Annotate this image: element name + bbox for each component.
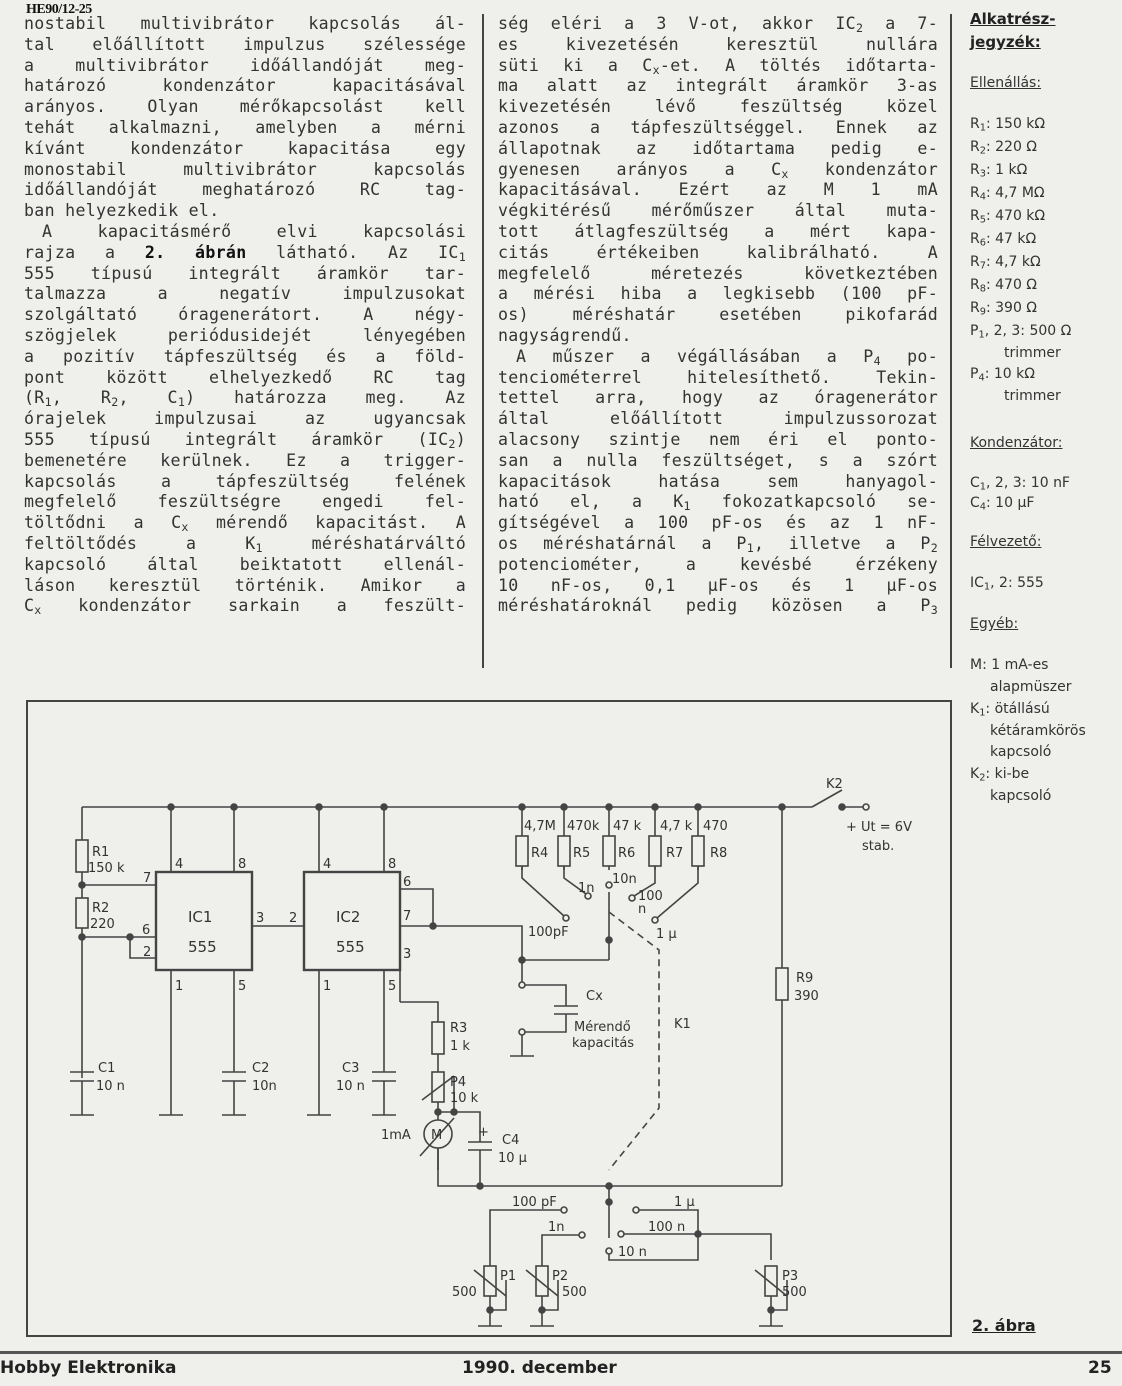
label-cx-note-1: Mérendő (574, 1020, 631, 1035)
pin-label: 1 (323, 979, 332, 994)
label-switch-10n: 10n (612, 872, 637, 887)
text-line: kapacitásával. Ezért az M 1 mA (498, 180, 938, 200)
pin-label: 5 (238, 979, 247, 994)
part-item-continuation: alapmüszer (990, 679, 1072, 695)
pin-label: 5 (388, 979, 397, 994)
label-r3: R3 (450, 1021, 468, 1036)
text-line: 555 típusú integrált áramkör tar- (24, 263, 466, 283)
part-item: M: 1 mA-es (970, 657, 1049, 673)
part-item: $C_1$, 2, 3: 10 nF (970, 475, 1070, 493)
resistor-list (970, 113, 1120, 320)
pin-label: 3 (256, 911, 265, 926)
footer-rule (0, 1351, 1122, 1354)
label-r8-value: 470 (703, 819, 728, 834)
part-item: $C_4$: 10 µF (970, 495, 1035, 513)
label-r4-value: 4,7M (524, 819, 556, 834)
junction (231, 804, 237, 810)
parts-list (970, 8, 1120, 807)
label-c4: C4 (502, 1133, 520, 1148)
label-r7-value: 4,7 k (660, 819, 693, 834)
text-line: tehát alkalmazni, amelyben a mérni (24, 117, 466, 137)
text-line: pont között elhelyezkedő RC tag (24, 367, 466, 387)
text-line: feltöltődés a $K_1$ méréshatárváltó (24, 533, 466, 555)
text-line: citás értékeiben kalibrálható. A (498, 242, 938, 262)
supply-terminal (863, 804, 869, 810)
semiconductors-header: Félvezető: (970, 534, 1042, 550)
junction (168, 804, 174, 810)
label-c4-polarity: + (478, 1125, 489, 1140)
switch-contact (561, 1207, 567, 1213)
label-lsw-100p: 100 pF (512, 1195, 557, 1210)
text-line: gyenesen arányos a $C_x$ kondenzátor (498, 159, 939, 181)
column-divider (482, 14, 484, 668)
label-cx: Cx (586, 989, 603, 1004)
label-r3-value: 1 k (450, 1039, 470, 1054)
label-r1-value: 150 k (88, 861, 125, 876)
part-item: $R_5$: 470 kΩ (970, 208, 1046, 226)
circuit-schematic (26, 700, 952, 1337)
text-line: kapcsoló által beiktatott ellenál- (24, 554, 466, 574)
junction (779, 804, 785, 810)
label-lsw-100n: 100 n (648, 1220, 686, 1235)
label-c1-value: 10 n (96, 1079, 125, 1094)
parts-list-title: Alkatrész- (970, 10, 1056, 28)
text-line: töltődni a $C_x$ mérendő kapacitást. A (24, 513, 467, 535)
text-line: alacsony szintje nem éri el ponto- (498, 429, 938, 449)
wire (400, 926, 522, 960)
part-item: $K_1$: ötállású (970, 701, 1050, 719)
label-r6: R6 (618, 846, 636, 861)
pin-label: 6 (142, 923, 151, 938)
text-line: 10 nF-os, 0,1 µF-os és 1 µF-os (498, 575, 938, 595)
text-line: határozó kondenzátor kapacitásával (24, 76, 466, 96)
text-line: gítségével a 100 pF-os és az 1 nF- (498, 513, 938, 533)
footer-page-number: 25 (1088, 1358, 1112, 1378)
trimmers-p1-p2-p3 (474, 1266, 787, 1326)
part-item: $R_1$: 150 kΩ (970, 116, 1046, 134)
part-item: $R_9$: 390 Ω (970, 300, 1038, 318)
text-line: láson keresztül történik. Amikor a (24, 575, 466, 595)
text-line: nagyságrendű. (498, 325, 632, 345)
label-p2: P2 (552, 1269, 569, 1284)
pin-label: 7 (143, 871, 152, 886)
wire (438, 1148, 782, 1186)
text-line: monostabil multivibrátor kapcsolás (24, 159, 466, 179)
trimmer-note: trimmer (1004, 345, 1061, 361)
label-k1: K1 (674, 1017, 691, 1032)
label-p2-value: 500 (562, 1285, 587, 1300)
label-ic1-type: 555 (188, 938, 217, 956)
resistor-r2 (76, 898, 88, 928)
pin-label: 8 (388, 857, 397, 872)
resistor-r3 (432, 1022, 444, 1054)
text-line: A kapacitásmérő elvi kapcsolási (42, 221, 466, 241)
wire (542, 1235, 579, 1266)
part-item-continuation: kétáramkörös (990, 723, 1086, 739)
label-r5: R5 (573, 846, 591, 861)
capacitors-header: Kondenzátor: (970, 435, 1063, 451)
wire (490, 1210, 561, 1266)
label-c3-value: 10 n (336, 1079, 365, 1094)
label-c3: C3 (342, 1061, 360, 1076)
capacitor-list (970, 473, 1120, 513)
pin-label: 2 (143, 945, 152, 960)
label-c2: C2 (252, 1061, 270, 1076)
label-ic1: IC1 (188, 908, 213, 926)
text-line: os méréshatárnál a $P_1$, illetve a $P_2$ (498, 533, 938, 555)
label-r6-value: 47 k (613, 819, 642, 834)
label-r9: R9 (796, 971, 814, 986)
label-r2: R2 (92, 901, 110, 916)
footer-issue-date: 1990. december (462, 1358, 617, 1378)
junction (695, 1231, 701, 1237)
switch-contact (633, 1207, 639, 1213)
semiconductor-list (970, 572, 1120, 595)
label-lsw-1n: 1n (548, 1220, 565, 1235)
text-line: a multivibrátor időállandóját meg- (24, 55, 466, 75)
label-r5-value: 470k (567, 819, 600, 834)
text-line: időállandóját meghatározó RC tag- (24, 180, 466, 200)
text-line: san a nulla feszültséget, s a szórt (498, 450, 938, 470)
text-line: azonos a tápfeszültséggel. Ennek az (498, 117, 938, 137)
text-line: állapotnak az időtartama pedig e- (498, 138, 938, 158)
part-item: $R_3$: 1 kΩ (970, 162, 1028, 180)
text-line: rajza a 2. ábrán látható. Az $IC_1$ (24, 242, 466, 264)
text-line: bemenetére kerülnek. Ez a trigger- (24, 450, 466, 470)
text-column-1 (24, 14, 466, 617)
footer-magazine-name: Hobby Elektronika (0, 1358, 177, 1378)
trimmer-p4: $P_4$: 10 kΩ (970, 366, 1035, 384)
figure-caption: 2. ábra (972, 1316, 1036, 1335)
pin-label: 7 (403, 909, 412, 924)
label-ic2: IC2 (336, 908, 361, 926)
text-column-2 (498, 14, 938, 617)
part-item: $R_8$: 470 Ω (970, 277, 1038, 295)
junction (606, 1199, 612, 1205)
resistors-header: Ellenállás: (970, 75, 1042, 91)
text-line: ség eléri a 3 V-ot, akkor $IC_2$ a 7- (498, 14, 938, 35)
part-item: $R_4$: 4,7 MΩ (970, 185, 1045, 203)
part-item: $R_7$: 4,7 kΩ (970, 254, 1041, 272)
label-p1: P1 (500, 1269, 517, 1284)
label-switch-100n-unit: n (638, 902, 647, 917)
text-line: méréshatároknál pedig közösen a $P_3$ (498, 596, 938, 618)
junction (381, 804, 387, 810)
label-r8: R8 (710, 846, 728, 861)
label-p4: P4 (450, 1075, 467, 1090)
label-switch-100n: 100 (638, 889, 663, 904)
label-switch-1u: 1 µ (656, 927, 677, 942)
label-c2-value: 10n (252, 1079, 277, 1094)
text-line: tenciométerrel hitelesíthető. Tekin- (498, 367, 938, 387)
resistor-r9 (776, 968, 788, 1000)
part-item: $R_6$: 47 kΩ (970, 231, 1037, 249)
text-line: megfelelő méretezés következtében (498, 263, 938, 283)
text-line: kivezetésén lévő feszültség közel (498, 97, 938, 117)
label-r2-value: 220 (90, 917, 115, 932)
label-ic2-type: 555 (336, 938, 365, 956)
junction (316, 804, 322, 810)
label-k2: K2 (826, 777, 843, 792)
pin-label: 4 (323, 857, 332, 872)
text-line: $C_x$ kondenzátor sarkain a feszült- (24, 596, 466, 618)
page-id: HE90/12-25 (26, 2, 92, 17)
k2-contact (839, 804, 845, 810)
text-line: ban helyezkedik el. (24, 201, 220, 221)
pin-label: 4 (175, 857, 184, 872)
text-line: kívánt kondenzátor kapacitása egy (24, 138, 466, 158)
cx-terminal (519, 1029, 525, 1035)
text-line: tott átlagfeszültség a mért kapa- (498, 221, 938, 241)
text-line: kapacitások hatása sem hanyagol- (498, 471, 938, 491)
switch-contact (606, 1248, 612, 1254)
resistor-r1 (76, 840, 88, 872)
text-line: talmazza a negatív impulzusokat (24, 284, 466, 304)
label-meter-value: 1mA (381, 1128, 411, 1143)
label-p1-value: 500 (452, 1285, 477, 1300)
trimmer-p123: $P_1$, 2, 3: 500 Ω (970, 323, 1072, 341)
k2-switch-lever (812, 790, 842, 807)
part-item: $IC_1$, 2: 555 (970, 575, 1044, 593)
text-line: ható el, a $K_1$ fokozatkapcsoló se- (498, 492, 938, 514)
part-item: $K_2$: ki-be (970, 766, 1030, 784)
label-r4: R4 (531, 846, 549, 861)
text-line: megfelelő feszültségre engedi fel- (24, 492, 466, 512)
text-line: potenciométer, a kevésbé érzékeny (498, 554, 938, 574)
other-list (970, 654, 1120, 807)
text-line: órajelek impulzusai az ugyancsak (24, 409, 466, 429)
text-line: által előállított impulzussorozat (498, 409, 938, 429)
label-meter: M (431, 1128, 443, 1143)
text-line: 555 típusú integrált áramkör $(IC_2)$ (24, 429, 466, 451)
text-line: arányos. Olyan mérőkapcsolást kell (24, 97, 466, 117)
parts-list-title: jegyzék: (970, 33, 1041, 51)
cx-terminal (519, 982, 525, 988)
label-r1: R1 (92, 845, 110, 860)
pin-label: 1 (175, 979, 184, 994)
column-divider (950, 14, 952, 668)
pin-label: 8 (238, 857, 247, 872)
part-item-continuation: kapcsoló (990, 788, 1052, 804)
label-p4-value: 10 k (450, 1091, 479, 1106)
label-supply-note: stab. (862, 839, 895, 854)
label-cx-note-2: kapacitás (572, 1036, 635, 1051)
wire (525, 985, 566, 1006)
text-line: kapcsolás a tápfeszültség felének (24, 471, 466, 491)
junction (606, 937, 612, 943)
label-c4-value: 10 µ (498, 1151, 527, 1166)
label-supply: + Ut = 6V (846, 820, 912, 835)
pin-label: 6 (403, 875, 412, 890)
trimmer-note: trimmer (1004, 388, 1061, 404)
switch-contact (618, 1231, 624, 1237)
label-lsw-10n: 10 n (618, 1245, 647, 1260)
label-r7: R7 (666, 846, 684, 861)
text-line: szolgáltató óragenerátort. A négy- (24, 305, 466, 325)
part-item: $R_2$: 220 Ω (970, 139, 1038, 157)
label-p3: P3 (782, 1269, 799, 1284)
text-line: süti ki a $C_x-et$. A töltés időtarta- (498, 55, 938, 77)
label-lsw-1u: 1 µ (674, 1195, 695, 1210)
text-line: ma alatt az integrált áramkör 3-as (498, 76, 938, 96)
text-line: szögjelek periódusidejét lényegében (24, 325, 466, 345)
part-item-continuation: kapcsoló (990, 744, 1052, 760)
other-header: Egyéb: (970, 616, 1019, 632)
text-line: tal előállított impulzus szélessége (24, 34, 466, 54)
text-line: A műszer a végállásában a $P_4$ po- (516, 346, 938, 368)
text-line: es kivezetésén keresztül nullára (498, 34, 938, 54)
text-line: ($R_1$, $R_2$, $C_1$) határozza meg. Az (24, 388, 467, 410)
label-switch-100p: 100pF (528, 925, 569, 940)
pin-label: 2 (289, 911, 298, 926)
wire (525, 1014, 566, 1032)
switch-contact (579, 1232, 585, 1238)
label-switch-1n: 1n (578, 881, 595, 896)
text-line: végkitérésű mérőműszer által muta- (498, 201, 938, 221)
text-line: a pozitív tápfeszültség és a föld- (24, 346, 466, 366)
label-r9-value: 390 (794, 989, 819, 1004)
pin-label: 3 (403, 947, 412, 962)
text-line: a mérési hiba a legkisebb (100 pF- (498, 284, 938, 304)
text-line: nostabil multivibrátor kapcsolás ál- (24, 14, 466, 33)
text-line: tettel arra, hogy az óragenerátor (498, 388, 938, 408)
junction (477, 1183, 483, 1189)
text-line: os) méréshatár esetében pikofarád (498, 305, 938, 325)
label-c1: C1 (98, 1061, 116, 1076)
label-p3-value: 500 (782, 1285, 807, 1300)
